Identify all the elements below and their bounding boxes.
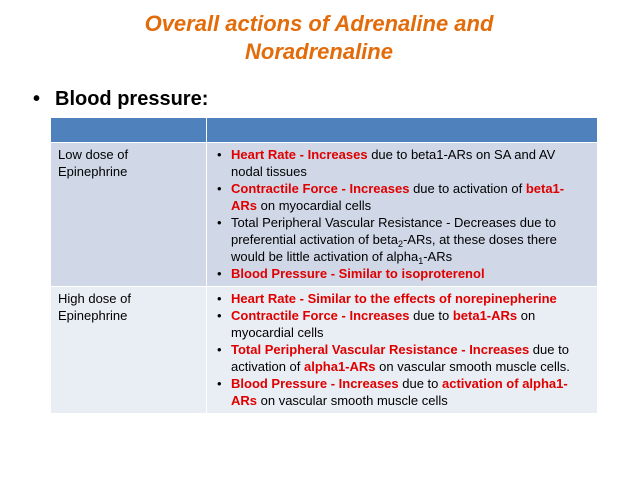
- list-item-contractile-force: [215, 180, 589, 214]
- highlight-text: Heart Rate - Similar to the effects of norepinepherine: [231, 291, 557, 306]
- subscript: 1: [418, 256, 424, 266]
- table-header-row: [51, 118, 598, 143]
- list-item-heart-rate: [215, 290, 589, 307]
- highlight-text: Contractile Force - Increases: [231, 181, 410, 196]
- plain-text: due to: [398, 376, 443, 391]
- highlight-text: Blood Pressure - Similar to isoproterenol: [231, 266, 485, 281]
- plain-text: on vascular smooth muscle cells: [257, 393, 448, 408]
- row-label-line: Epinephrine: [58, 308, 128, 323]
- blood-pressure-label: Blood pressure:: [55, 88, 209, 110]
- bullet-dot-icon: •: [33, 88, 41, 110]
- row-label-line: Epinephrine: [58, 164, 128, 179]
- table-header-cell-1: [51, 118, 207, 143]
- plain-text: due to: [409, 308, 453, 323]
- row-content-high-dose: [207, 287, 598, 414]
- row-content-low-dose: [207, 143, 598, 287]
- plain-text: Total Peripheral Vascular Resistance - Decreases due to preferential activation of beta: [231, 215, 556, 247]
- list-item-heart-rate: [215, 146, 589, 180]
- list-item-vascular-resistance: [215, 341, 589, 375]
- plain-text: -ARs: [423, 249, 453, 264]
- plain-text: -ARs, at these doses there would be little activation of alpha: [231, 232, 557, 264]
- plain-text: due to activation of: [231, 342, 569, 374]
- plain-text: due to activation of: [409, 181, 526, 196]
- table-row-high-dose: [51, 287, 598, 414]
- plain-text: on myocardial cells: [231, 308, 536, 340]
- plain-text: on myocardial cells: [257, 198, 372, 213]
- blood-pressure-heading: [33, 86, 208, 112]
- row-label-line: Low dose of: [58, 147, 129, 162]
- highlight-text: Heart Rate - Increases: [231, 147, 368, 162]
- subscript: 2: [397, 239, 403, 249]
- highlight-text: Blood Pressure - Increases: [231, 376, 399, 391]
- plain-text: due to beta1-ARs on SA and AV nodal tissues: [231, 147, 556, 179]
- highlight-text: Contractile Force - Increases: [231, 308, 410, 323]
- row-label-low-dose: [51, 143, 207, 287]
- list-item-vascular-resistance: [215, 214, 589, 265]
- slide-title: [40, 10, 598, 66]
- table-header-cell-2: [207, 118, 598, 143]
- highlight-text: beta1-ARs: [452, 308, 518, 323]
- table-row-low-dose: [51, 143, 598, 287]
- highlight-text: alpha1-ARs: [304, 359, 376, 374]
- highlight-text: beta1-ARs: [231, 181, 565, 213]
- epinephrine-dose-table: [50, 117, 598, 414]
- slide-title-line-2: Noradrenaline: [245, 39, 393, 64]
- highlight-text: Total Peripheral Vascular Resistance - Increases: [231, 342, 530, 357]
- row-label-high-dose: [51, 287, 207, 414]
- highlight-text: activation of alpha1-ARs: [231, 376, 568, 408]
- slide-title-line-1: Overall actions of Adrenaline and: [144, 11, 494, 36]
- list-item-blood-pressure: [215, 375, 589, 409]
- row-label-line: High dose of: [58, 291, 131, 306]
- list-item-contractile-force: [215, 307, 589, 341]
- effects-list: [215, 290, 589, 409]
- effects-list: [215, 146, 589, 282]
- list-item-blood-pressure: [215, 265, 589, 282]
- plain-text: on vascular smooth muscle cells.: [375, 359, 570, 374]
